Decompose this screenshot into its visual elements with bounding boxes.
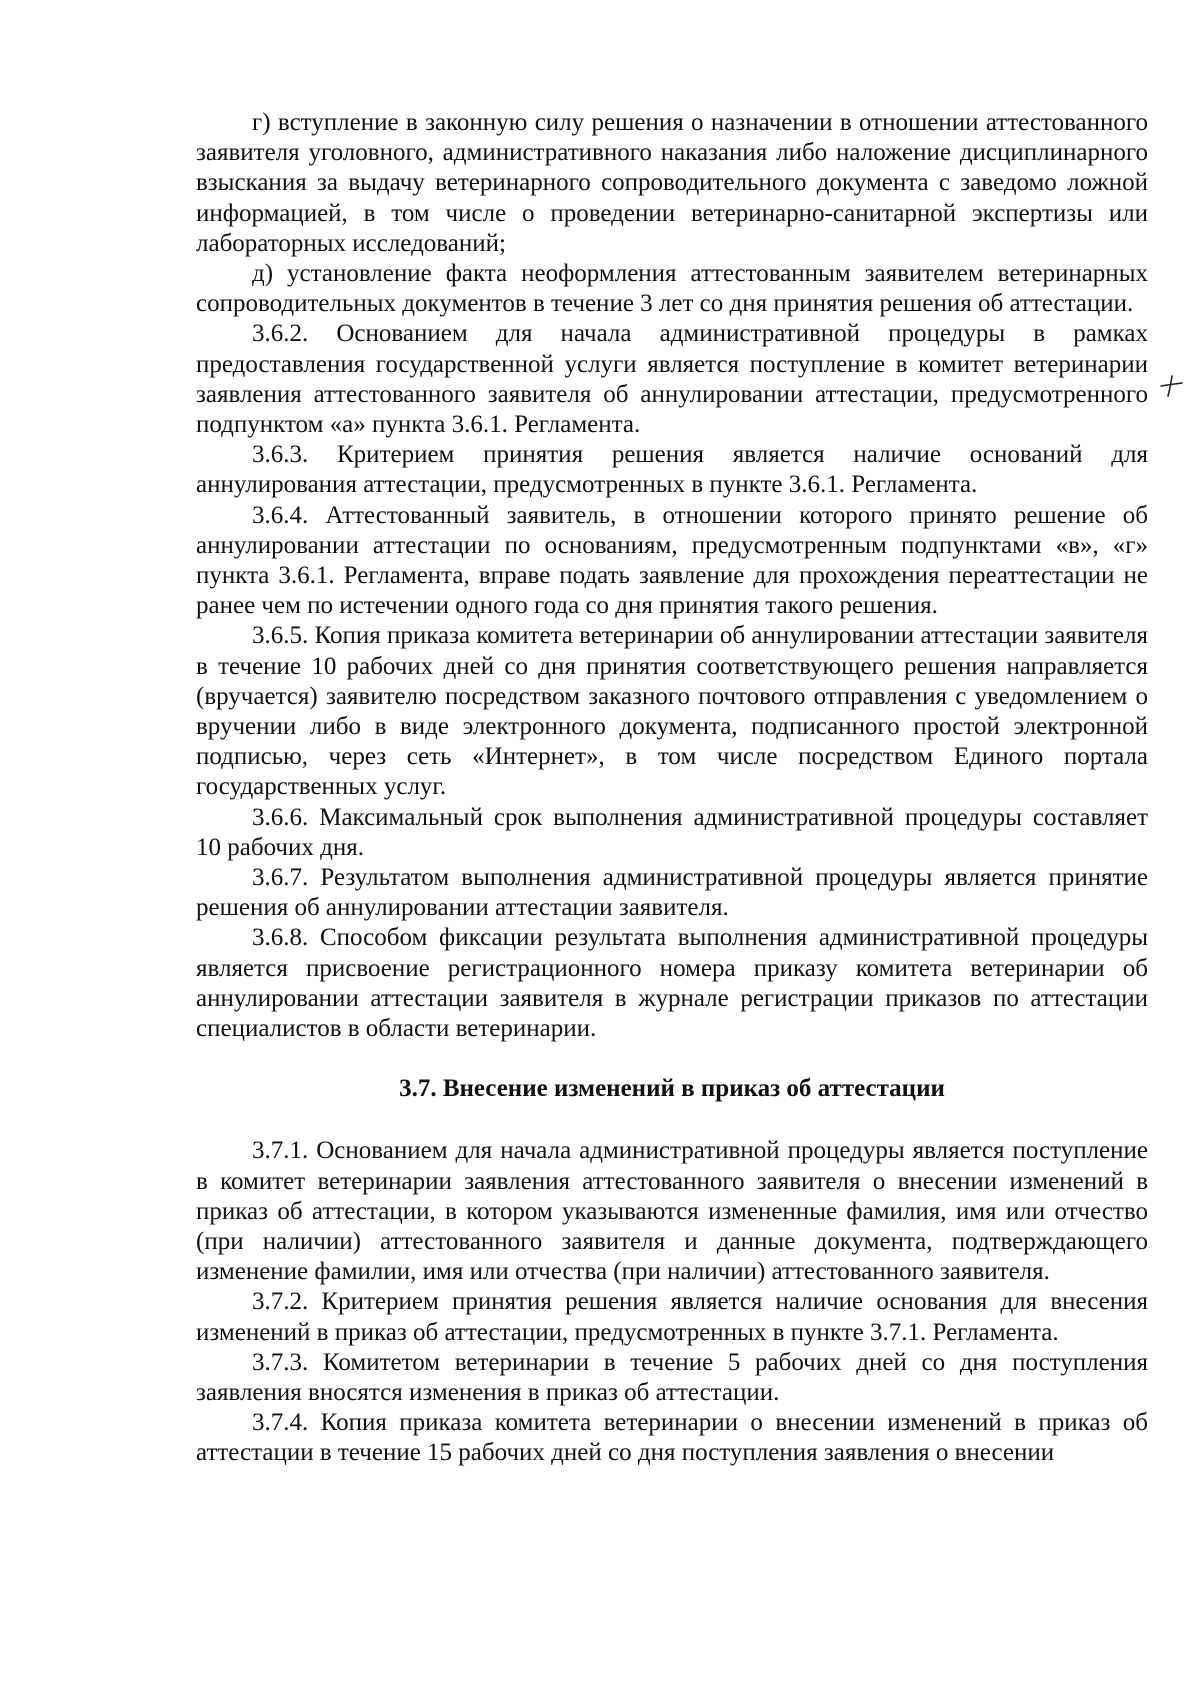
document-page [196, 108, 1148, 1469]
paragraph-3-7-3: 3.7.3. Комитетом ветеринарии в течение 5 рабочих дней со дня поступления заявления вносятся изменения в приказ об аттестации. [196, 1348, 1148, 1406]
paragraph-3-6-5: 3.6.5. Копия приказа комитета ветеринарии об аннулировании аттестации заявителя в течение 10 рабочих дней со дня принятия соответствующего решения направляется (вручается) заявителю посредством заказного почтового отправления с уведомлением о вручении либо в виде электронного документа, подписанного простой электронной подписью, через сеть «Интернет», в том числе посредством Единого портала государственных услуг. [196, 622, 1148, 801]
paragraph-3-6-7: 3.6.7. Результатом выполнения административной процедуры является принятие решения об аннулировании аттестации заявителя. [196, 864, 1148, 922]
paragraph-3-6-6: 3.6.6. Максимальный срок выполнения административной процедуры составляет 10 рабочих дня. [196, 803, 1148, 861]
paragraph-3-7-1: 3.7.1. Основанием для начала административной процедуры является поступление в комитет ветеринарии заявления аттестованного заявителя о внесении изменений в приказ об аттестации, в котором указываются измененные фамилия, имя или отчество (при наличии) аттестованного заявителя и данные документа, подтверждающего изменение фамилии, имя или отчества (при наличии) аттестованного заявителя. [196, 1137, 1148, 1286]
paragraph-3-6-1-d: д) установление факта неоформления аттестованным заявителем ветеринарных сопроводительных документов в течение 3 лет со дня принятия решения об аттестации. [196, 260, 1148, 318]
paragraph-3-6-1-g: г) вступление в законную силу решения о назначении в отношении аттестованного заявителя уголовного, административного наказания либо наложение дисциплинарного взыскания за выдачу ветеринарного сопроводительного документа с заведомо ложной информацией, в том числе о проведении ветеринарно-санитарной экспертизы или лабораторных исследований; [196, 109, 1148, 257]
paragraph-3-6-3: 3.6.3. Критерием принятия решения является наличие оснований для аннулирования аттестации, предусмотренных в пункте 3.6.1. Регламента. [196, 441, 1148, 499]
section-heading-3-7: 3.7. Внесение изменений в приказ об аттестации [399, 1075, 945, 1103]
paragraph-3-7-4: 3.7.4. Копия приказа комитета ветеринарии о внесении изменений в приказ об аттестации в течение 15 рабочих дней со дня поступления заявления о внесении [196, 1409, 1148, 1467]
paragraph-3-6-4: 3.6.4. Аттестованный заявитель, в отношении которого принято решение об аннулировании аттестации по основаниям, предусмотренным подпунктами «в», «г» пункта 3.6.1. Регламента, вправе подать заявление для прохождения переаттестации не ранее чем по истечении одного года со дня принятия такого решения. [196, 501, 1148, 620]
paragraph-3-6-2: 3.6.2. Основанием для начала административной процедуры в рамках предоставления государственной услуги является поступление в комитет ветеринарии заявления аттестованного заявителя об аннулировании аттестации, предусмотренного подпунктом «а» пункта 3.6.1. Регламента. [196, 320, 1148, 439]
handwritten-plus-mark-icon [1158, 372, 1184, 398]
paragraph-3-7-2: 3.7.2. Критерием принятия решения является наличие основания для внесения изменений в приказ об аттестации, предусмотренных в пункте 3.7.1. Регламента. [196, 1288, 1148, 1346]
paragraph-3-6-8: 3.6.8. Способом фиксации результата выполнения административной процедуры является присвоение регистрационного номера приказу комитета ветеринарии об аннулировании аттестации заявителя в журнале регистрации приказов по аттестации специалистов в области ветеринарии. [196, 924, 1148, 1043]
